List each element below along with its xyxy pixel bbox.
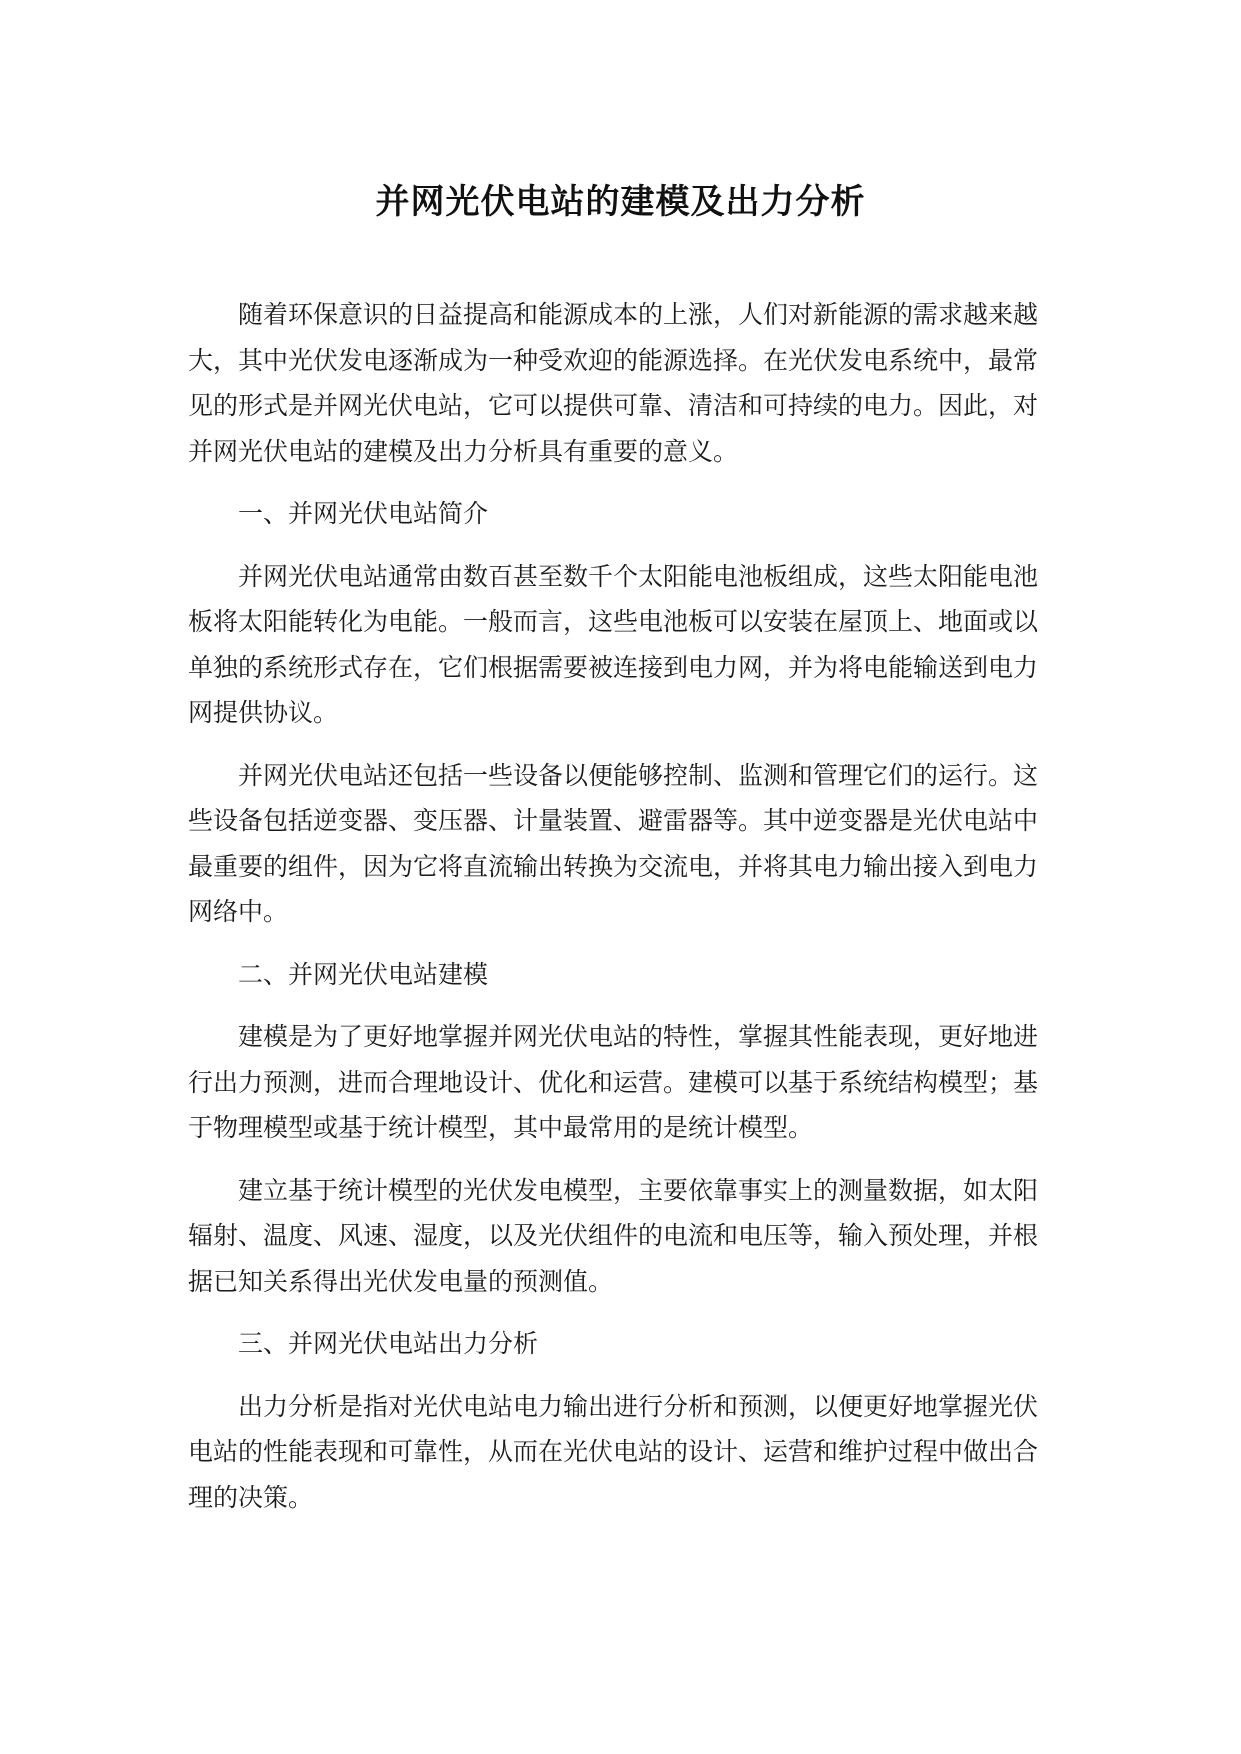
section-1-paragraph-1: 并网光伏电站通常由数百甚至数千个太阳能电池板组成，这些太阳能电池板将太阳能转化为电能。一般而言，这些电池板可以安装在屋顶上、地面或以单独的系统形式存在，它们根据需要被连接到电力网，并为将电能输送到电力网提供协议。 [188,561,1039,727]
section-heading-3: 三、并网光伏电站出力分析 [238,1329,539,1358]
document-body [188,292,1038,1537]
section-1-paragraph-2: 并网光伏电站还包括一些设备以便能够控制、监测和管理它们的运行。这些设备包括逆变器、变压器、计量装置、避雷器等。其中逆变器是光伏电站中最重要的组件，因为它将直流输出转换为交流电，并将其电力输出接入到电力网络中。 [188,760,1039,926]
section-2-paragraph-2: 建立基于统计模型的光伏发电模型，主要依靠事实上的测量数据，如太阳辐射、温度、风速、湿度，以及光伏组件的电流和电压等，输入预处理，并根据已知关系得出光伏发电量的预测值。 [188,1175,1039,1296]
section-2-paragraph-1: 建模是为了更好地掌握并网光伏电站的特性，掌握其性能表现，更好地进行出力预测，进而合理地设计、优化和运营。建模可以基于系统结构模型；基于物理模型或基于统计模型，其中最常用的是统计模型。 [188,1022,1039,1142]
section-heading-2: 二、并网光伏电站建模 [238,959,489,989]
section-3-paragraph-1: 出力分析是指对光伏电站电力输出进行分析和预测，以便更好地掌握光伏电站的性能表现和可靠性，从而在光伏电站的设计、运营和维护过程中做出合理的决策。 [188,1391,1039,1512]
intro-paragraph: 随着环保意识的日益提高和能源成本的上涨，人们对新能源的需求越来越大，其中光伏发电逐渐成为一种受欢迎的能源选择。在光伏发电系统中，最常见的形式是并网光伏电站，它可以提供可靠、清洁和可持续的电力。因此，对并网光伏电站的建模及出力分析具有重要的意义。 [188,300,1039,466]
section-heading-1: 一、并网光伏电站简介 [238,499,489,528]
document-title: 并网光伏电站的建模及出力分析 [375,182,866,222]
